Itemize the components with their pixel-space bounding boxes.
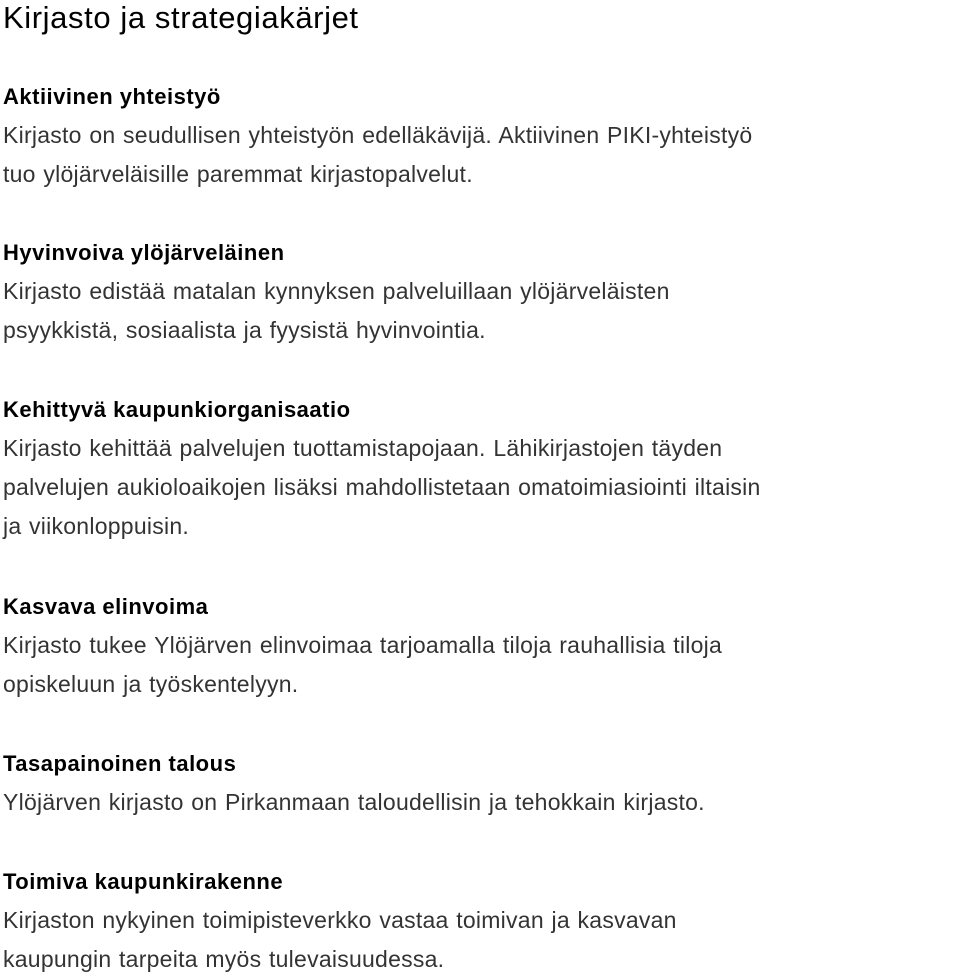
section-heading: Aktiivinen yhteistyö — [3, 84, 221, 109]
body-line: tuo ylöjärveläisille paremmat kirjastopalvelut. — [3, 161, 473, 187]
section-body — [3, 116, 958, 194]
section-body — [3, 429, 958, 546]
section-body — [3, 626, 958, 704]
body-line: Kirjasto edistää matalan kynnyksen palveluillaan ylöjärveläisten — [3, 278, 670, 304]
body-line: Kirjaston nykyinen toimipisteverkko vastaa toimivan ja kasvavan — [3, 907, 677, 933]
section-heading: Kehittyvä kaupunkiorganisaatio — [3, 397, 351, 422]
section-toimiva-kaupunkirakenne — [3, 867, 958, 979]
section-tasapainoinen-talous — [3, 749, 958, 822]
body-line: Kirjasto on seudullisen yhteistyön edelläkävijä. Aktiivinen PIKI-yhteistyö — [3, 122, 753, 148]
body-line: Kirjasto tukee Ylöjärven elinvoimaa tarjoamalla tiloja rauhallisia tiloja — [3, 632, 723, 658]
body-line: kaupungin tarpeita myös tulevaisuudessa. — [3, 946, 445, 972]
section-body — [3, 272, 958, 350]
section-heading: Hyvinvoiva ylöjärveläinen — [3, 240, 285, 265]
section-body — [3, 901, 958, 979]
body-line: ja viikonloppuisin. — [3, 513, 190, 539]
body-line: Kirjasto kehittää palvelujen tuottamistapojaan. Lähikirjastojen täyden — [3, 435, 723, 461]
section-kasvava-elinvoima — [3, 592, 958, 704]
page-title: Kirjasto ja strategiakärjet — [3, 0, 359, 35]
body-line: Ylöjärven kirjasto on Pirkanmaan taloudellisin ja tehokkain kirjasto. — [3, 789, 705, 815]
body-line: palvelujen aukioloaikojen lisäksi mahdollistetaan omatoimiasiointi iltaisin — [3, 474, 761, 500]
body-line: psyykkistä, sosiaalista ja fyysistä hyvinvointia. — [3, 317, 486, 343]
section-kehittyva-kaupunkiorganisaatio — [3, 395, 958, 546]
body-line: opiskeluun ja työskentelyyn. — [3, 671, 299, 697]
section-hyvinvoiva-ylojarvelainen — [3, 238, 958, 350]
section-heading: Tasapainoinen talous — [3, 751, 237, 776]
section-aktiivinen-yhteistyo — [3, 82, 958, 194]
section-body — [3, 783, 958, 822]
section-heading: Toimiva kaupunkirakenne — [3, 869, 284, 894]
section-heading: Kasvava elinvoima — [3, 594, 209, 619]
